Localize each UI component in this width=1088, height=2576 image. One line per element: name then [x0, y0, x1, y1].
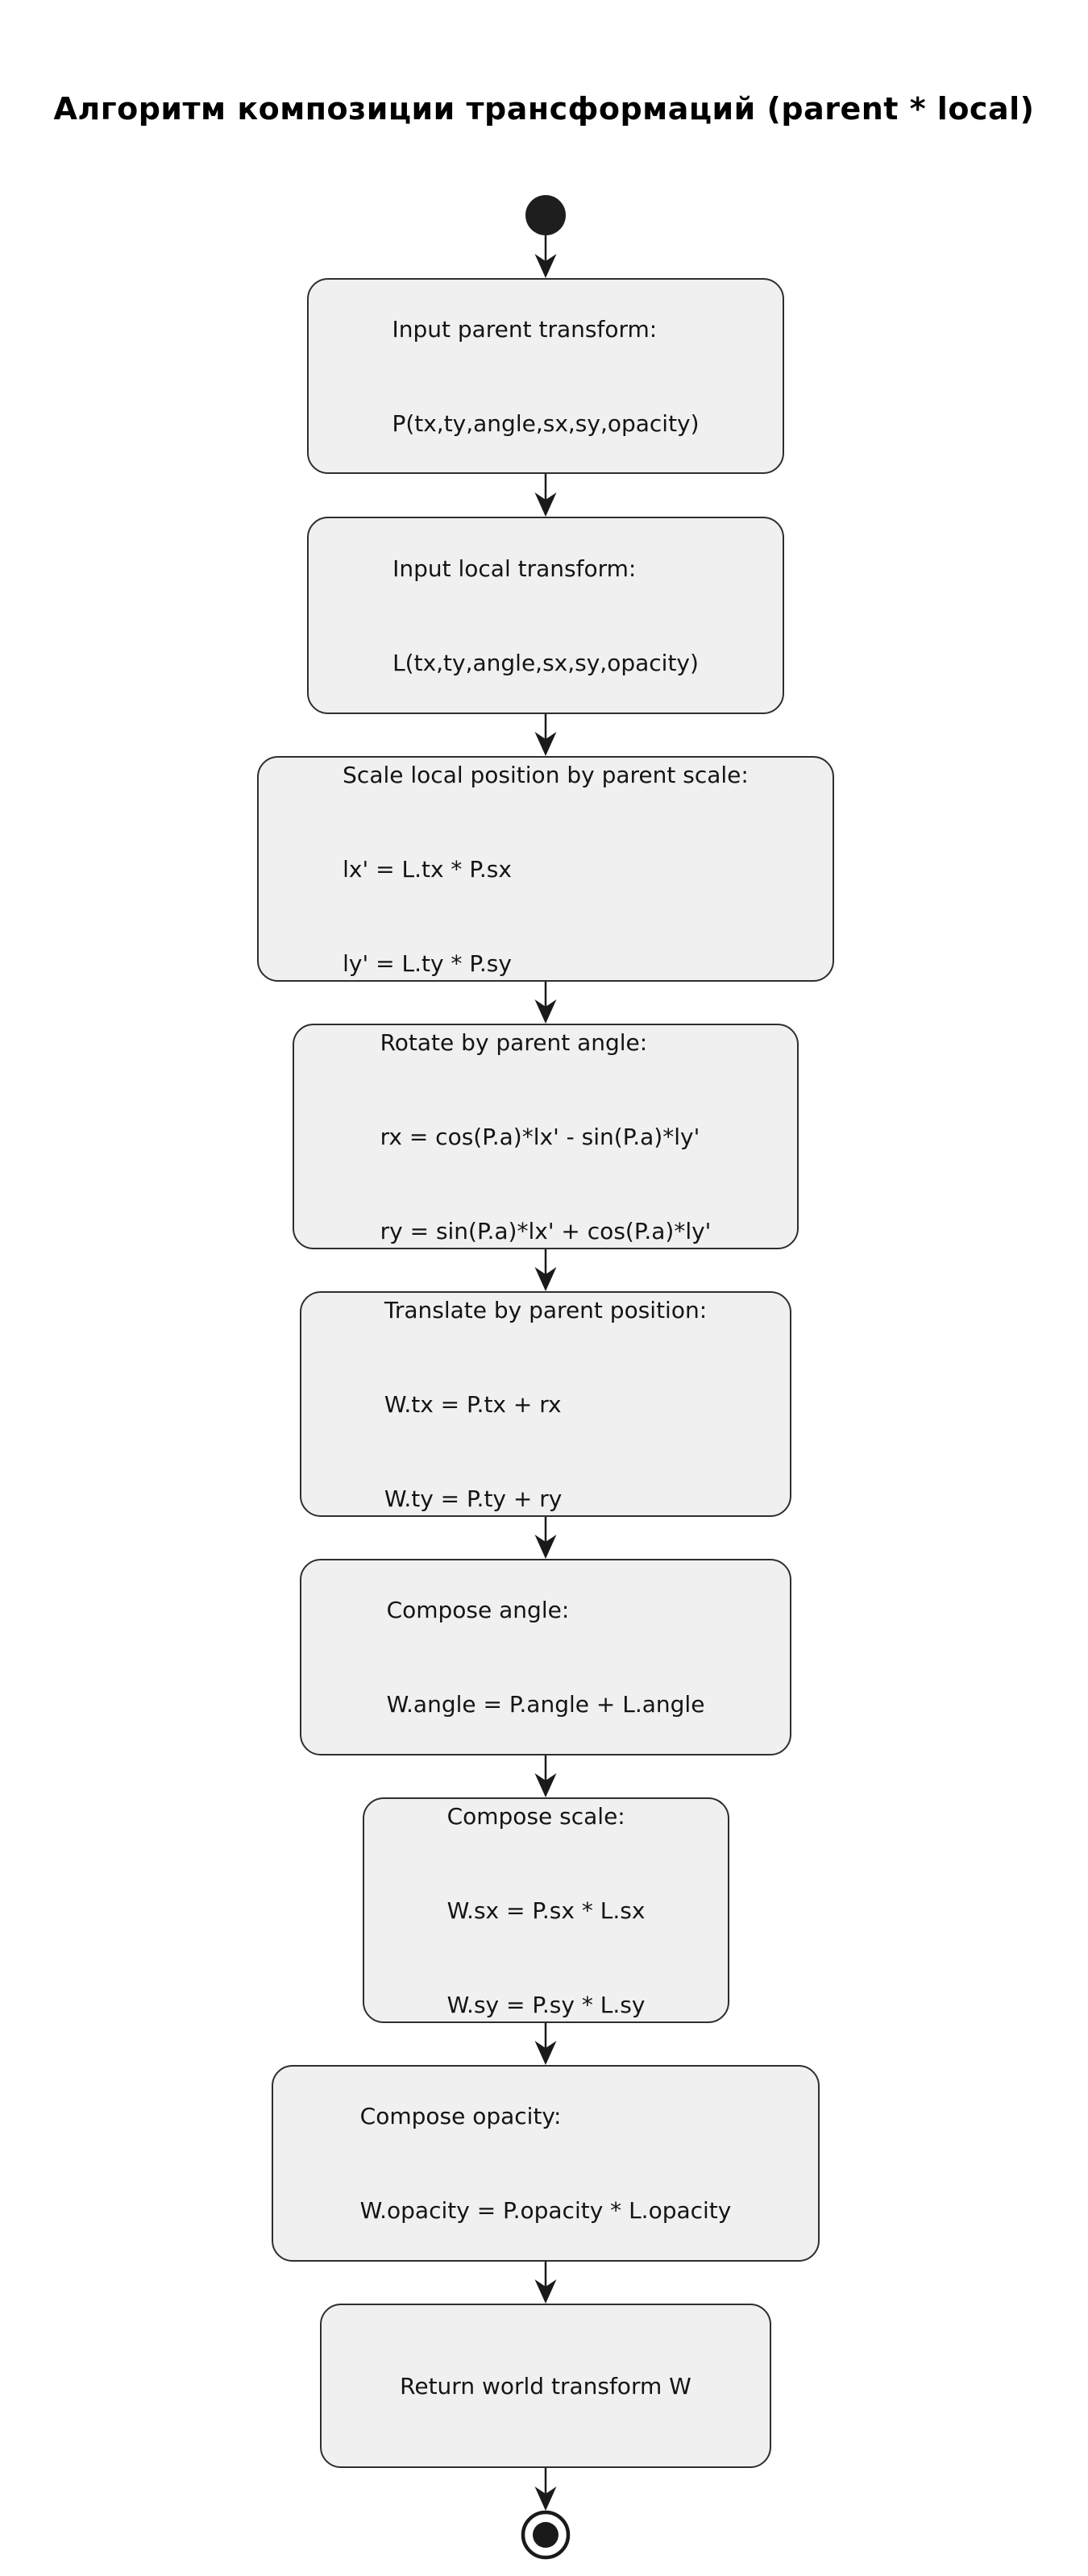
end-node: [523, 2512, 568, 2557]
node-line: Compose opacity:: [359, 2103, 562, 2129]
node-line: W.opacity = P.opacity * L.opacity: [359, 2197, 732, 2224]
node-line: Translate by parent position:: [384, 1296, 708, 1323]
activity-node-compose-angle: [300, 1559, 791, 1755]
activity-node-rotate-by-parent-angle: [293, 1024, 799, 1249]
node-text: [392, 251, 699, 502]
node-line: W.sy = P.sy * L.sy: [446, 1991, 646, 2018]
start-node: [525, 195, 566, 235]
activity-node-compose-opacity: [272, 2065, 820, 2262]
node-line: Return world transform W: [400, 2372, 691, 2399]
node-text: [384, 1232, 707, 1577]
activity-node-input-parent: [307, 278, 784, 474]
node-line: W.angle = P.angle + L.angle: [386, 1691, 705, 1718]
node-line: lx' = L.tx * P.sx: [343, 855, 512, 883]
node-line: P(tx,ty,angle,sx,sy,opacity): [392, 409, 700, 437]
diagram-title: Алгоритм композиции трансформаций (parent * local): [53, 91, 1035, 127]
node-line: Scale local position by parent scale:: [343, 761, 749, 788]
node-line: rx = cos(P.a)*lx' - sin(P.a)*ly': [380, 1123, 700, 1150]
node-line: ry = sin(P.a)*lx' + cos(P.a)*ly': [380, 1217, 712, 1244]
flow-arrow-10: [535, 2468, 557, 2511]
node-line: Input parent transform:: [392, 315, 658, 343]
node-line: L(tx,ty,angle,sx,sy,opacity): [392, 649, 699, 676]
node-line: Rotate by parent angle:: [380, 1028, 648, 1056]
node-line: Input local transform:: [392, 555, 637, 582]
activity-node-input-local: [307, 517, 784, 714]
node-line: Compose angle:: [386, 1597, 570, 1623]
node-text: [360, 2038, 732, 2289]
activity-node-translate-by-parent-position: [300, 1291, 791, 1517]
node-line: W.tx = P.tx + rx: [384, 1390, 562, 1418]
node-line: W.ty = P.ty + ry: [384, 1485, 563, 1512]
activity-node-scale-local-position: [257, 756, 834, 982]
activity-node-compose-scale: [363, 1797, 729, 2023]
node-line: Compose scale:: [446, 1802, 625, 1830]
activity-node-return-world: [320, 2304, 771, 2468]
node-text: [447, 1738, 646, 2084]
node-text: [400, 2308, 691, 2465]
node-line: W.sx = P.sx * L.sx: [446, 1897, 646, 1924]
node-line: ly' = L.ty * P.sy: [343, 949, 512, 977]
